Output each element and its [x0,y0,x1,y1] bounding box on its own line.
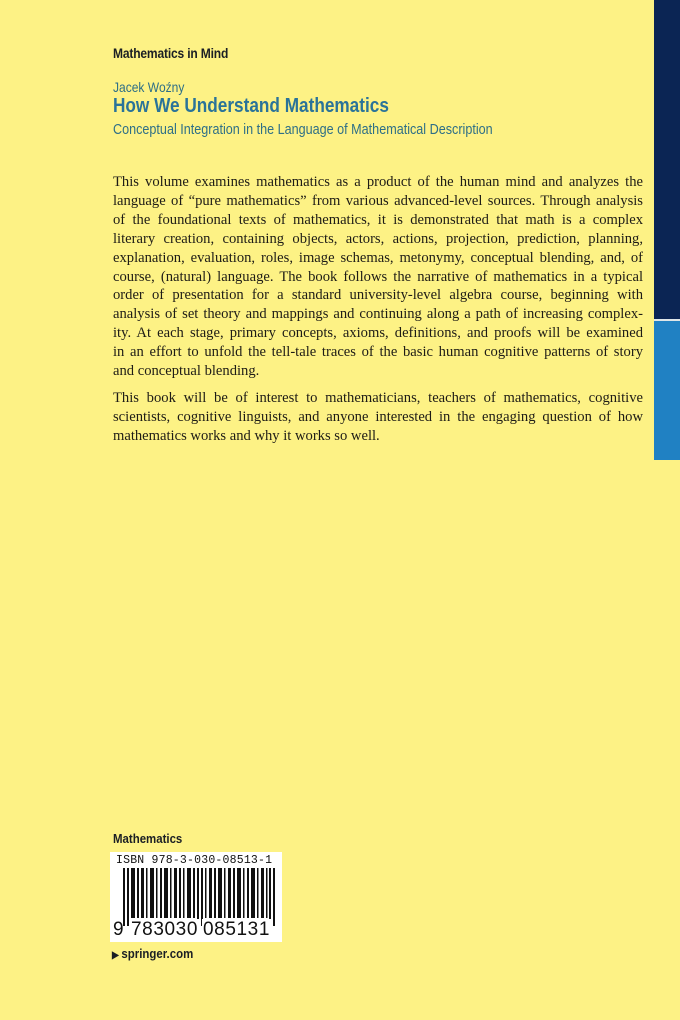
blurb-line: language of “pure mathematics” from various advanced-level sources. Through analysis [113,192,643,209]
blurb-line: course, (natural) language. The book follows the narrative of mathematics in a typical [113,268,643,285]
blurb-line: of the foundational texts of mathematics, it is demonstrated that math is a complex [113,211,643,228]
blurb-line: ity. At each stage, primary concepts, axioms, definitions, and proofs will be examined [113,325,643,342]
blurb-line: order of presentation for a standard university-level algebra course, beginning with [113,287,643,304]
play-arrow-icon: ▶ [112,950,119,961]
blurb [113,173,643,454]
blurb-line: mathematics works and why it works so well. [113,427,380,444]
spine-navy-band [654,0,680,319]
blurb-line: This book will be of interest to mathematicians, teachers of mathematics, cognitive [113,389,643,406]
book-subtitle: Conceptual Integration in the Language of Mathematical Description [113,121,493,138]
blurb-line: and conceptual blending. [113,363,260,380]
book-title: How We Understand Mathematics [113,95,389,117]
publisher-link-text[interactable]: springer.com [121,946,194,961]
publisher-link[interactable] [112,946,193,961]
author-name: Jacek Woźny [113,79,185,95]
blurb-paragraph-1 [113,173,643,381]
spine-blue-band [654,321,680,460]
blurb-line: scientists, cognitive linguists, and anyone interested in the engaging question of how [113,408,643,425]
isbn-label: ISBN 978-3-030-08513-1 [116,854,273,867]
ean-first-digit: 9 [113,919,124,940]
series-name: Mathematics in Mind [113,45,229,61]
ean-right-digits: 085131 [203,919,271,940]
barcode-bars-icon [123,868,275,926]
blurb-line: This volume examines mathematics as a product of the human mind and analyzes the [113,174,643,190]
ean-left-digits: 783030 [131,919,199,940]
blurb-line: literary creation, containing objects, actors, actions, projection, prediction, planning, [113,230,643,247]
blurb-line: explanation, evaluation, roles, image schemas, metonymy, conceptual blending, and, of [113,249,643,266]
blurb-paragraph-2 [113,389,643,446]
blurb-line: analysis of set theory and mappings and continuing along a path of increasing complex- [113,306,643,323]
subject-category: Mathematics [113,831,183,846]
blurb-line: in an effort to unfold the tell-tale traces of the basic human cognitive patterns of story [113,344,643,361]
isbn-barcode [110,852,282,942]
